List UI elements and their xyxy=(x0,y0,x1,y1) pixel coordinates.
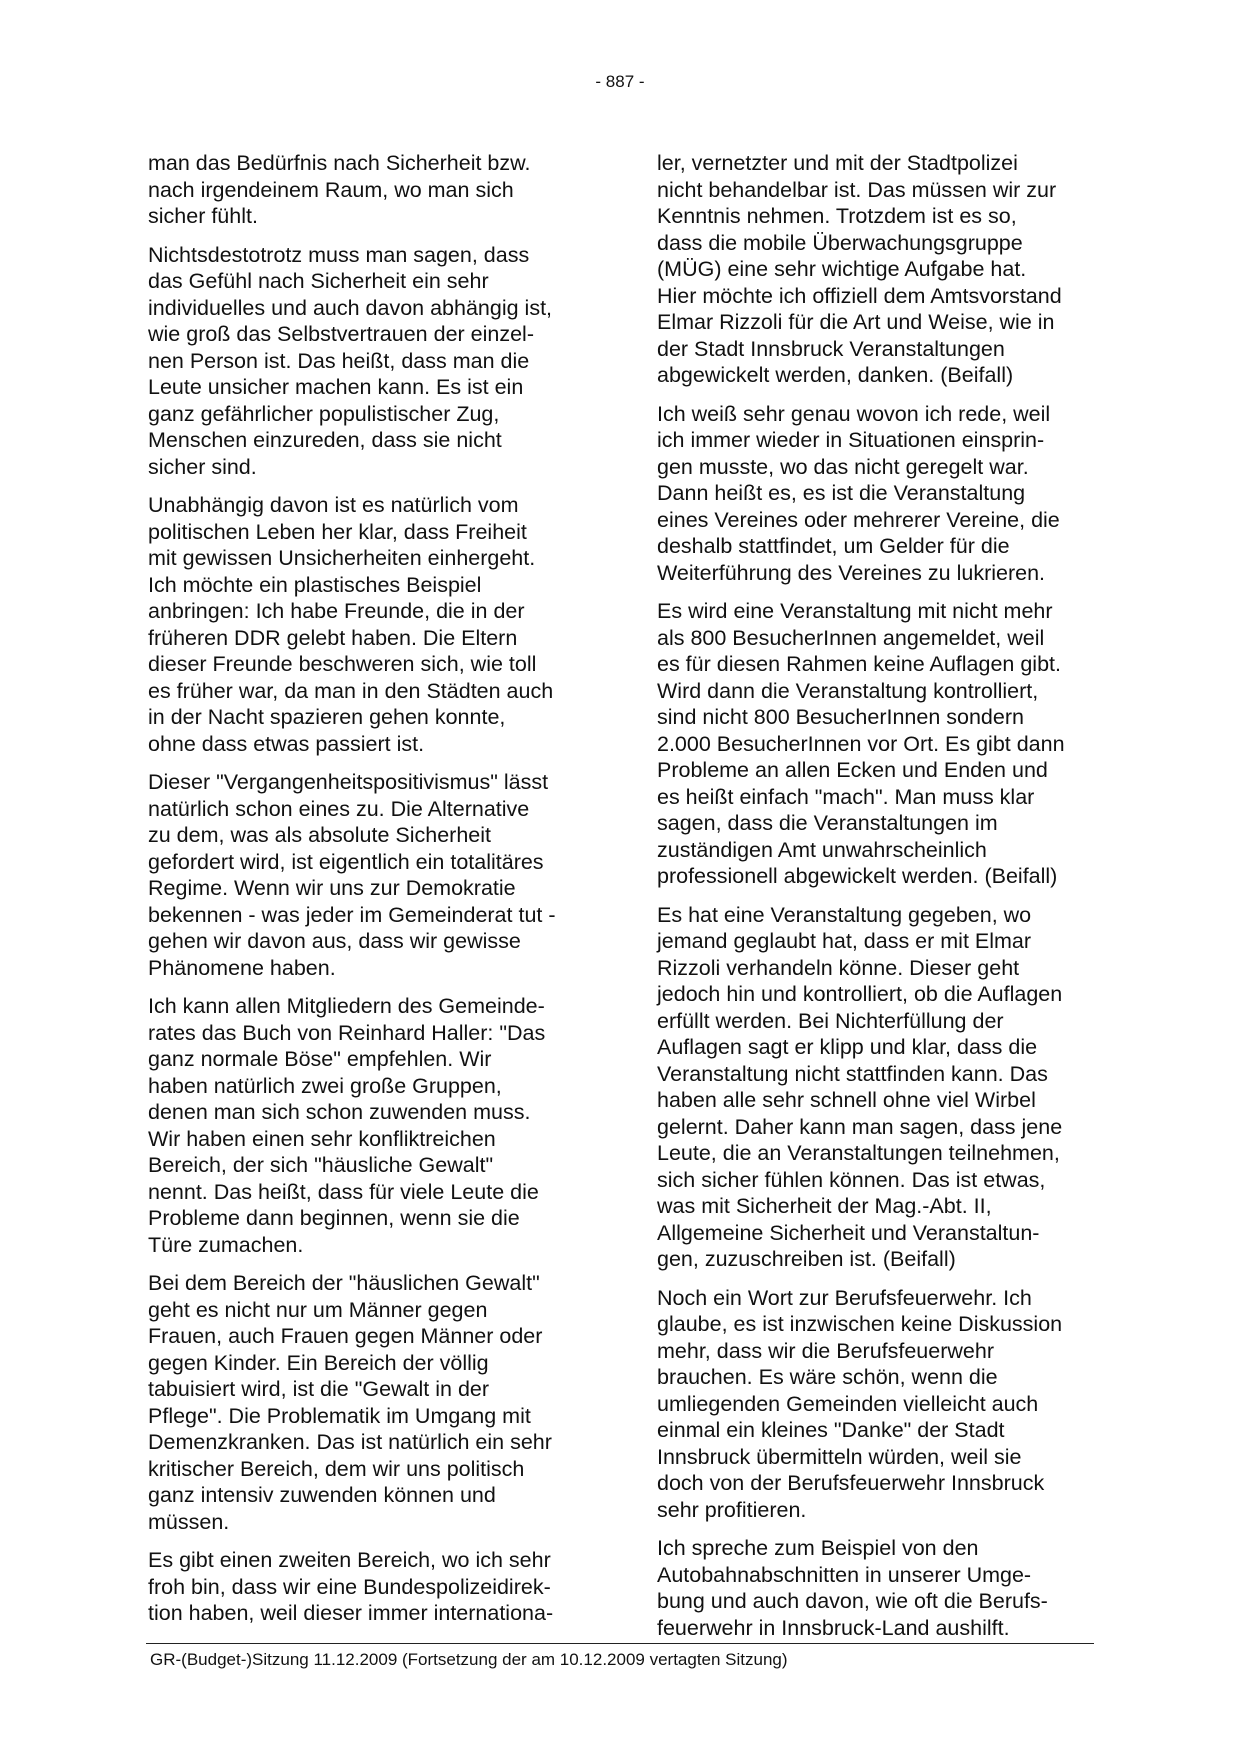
paragraph: Ich kann allen Mitgliedern des Gemeinde- rates das Buch von Reinhard Haller: "Das ganz normale Böse" empfehlen. Wir haben natürlich zwei große Gruppen, denen man sich schon zuwenden muss. Wir haben einen sehr konfliktreichen Bereich, der sich "häusliche Gewalt" nennt. Das heißt, dass für viele Leute die Probleme dann beginnen, wenn sie die Türe zumachen. xyxy=(148,994,546,1257)
paragraph: Ich spreche zum Beispiel von den Autobahnabschnitten in unserer Umge- bung und auch davon, wie oft die Berufs- feuerwehr in Innsbruck-Land aushilft. xyxy=(657,1536,1048,1640)
left-column xyxy=(148,150,588,1639)
footer-text: GR-(Budget-)Sitzung 11.12.2009 (Fortsetzung der am 10.12.2009 vertagten Sitzung) xyxy=(150,1650,788,1669)
page-number: - 887 - xyxy=(595,72,645,91)
right-column xyxy=(657,150,1097,1653)
paragraph: Nichtsdestotrotz muss man sagen, dass das Gefühl nach Sicherheit ein sehr individuelles und auch davon abhängig ist, wie groß das Selbstvertrauen der einzel- nen Person ist. Das heißt, dass man die Leute unsicher machen kann. Es ist ein ganz gefährlicher populistischer Zug, Menschen einzureden, dass sie nicht sicher sind. xyxy=(148,242,553,479)
paragraph: man das Bedürfnis nach Sicherheit bzw. nach irgendeinem Raum, wo man sich sicher fühlt. xyxy=(148,151,531,228)
paragraph: Es hat eine Veranstaltung gegeben, wo jemand geglaubt hat, dass er mit Elmar Rizzoli verhandeln könne. Dieser geht jedoch hin und kontrolliert, ob die Auflagen erfüllt werden. Bei Nichterfüllung der Auflagen sagt er klipp und klar, dass die Veranstaltung nicht stattfinden kann. Das haben alle sehr schnell ohne viel Wirbel gelernt. Daher kann man sagen, dass jene Leute, die an Veranstaltungen teilnehmen, sich sicher fühlen können. Das ist etwas, was mit Sicherheit der Mag.-Abt. II, Allgemeine Sicherheit und Veranstaltun- gen, zuzuschreiben ist. (Beifall) xyxy=(657,902,1063,1271)
paragraph: Ich weiß sehr genau wovon ich rede, weil ich immer wieder in Situationen einsprin- gen musste, wo das nicht geregelt war. Dann heißt es, es ist die Veranstaltung eines Vereines oder mehrerer Vereine, die deshalb stattfindet, um Gelder für die Weiterführung des Vereines zu lukrieren. xyxy=(657,401,1060,585)
paragraph: Noch ein Wort zur Berufsfeuerwehr. Ich glaube, es ist inzwischen keine Diskussion mehr, dass wir die Berufsfeuerwehr brauchen. Es wäre schön, wenn die umliegenden Gemeinden vielleicht auch einmal ein kleines "Danke" der Stadt Innsbruck übermitteln würden, weil sie doch von der Berufsfeuerwehr Innsbruck sehr profitieren. xyxy=(657,1285,1063,1522)
paragraph: Dieser "Vergangenheitspositivismus" lässt natürlich schon eines zu. Die Alternative zu dem, was als absolute Sicherheit gefordert wird, ist eigentlich ein totalitäres Regime. Wenn wir uns zur Demokratie bekennen - was jeder im Gemeinderat tut - gehen wir davon aus, dass wir gewisse Phänomene haben. xyxy=(148,770,556,980)
paragraph: Es wird eine Veranstaltung mit nicht mehr als 800 BesucherInnen angemeldet, weil es für diesen Rahmen keine Auflagen gibt. Wird dann die Veranstaltung kontrolliert, sind nicht 800 BesucherInnen sondern 2.000 BesucherInnen vor Ort. Es gibt dann Probleme an allen Ecken und Enden und es heißt einfach "mach". Man muss klar sagen, dass die Veranstaltungen im zuständigen Amt unwahrscheinlich professionell abgewickelt werden. (Beifall) xyxy=(657,599,1065,888)
paragraph: Es gibt einen zweiten Bereich, wo ich sehr froh bin, dass wir eine Bundespolizeidirek- tion haben, weil dieser immer internationa- xyxy=(148,1548,554,1625)
paragraph: Unabhängig davon ist es natürlich vom politischen Leben her klar, dass Freiheit mit gewissen Unsicherheiten einhergeht. Ich möchte ein plastisches Beispiel anbringen: Ich habe Freunde, die in der früheren DDR gelebt haben. Die Eltern dieser Freunde beschweren sich, wie toll es früher war, da man in den Städten auch in der Nacht spazieren gehen konnte, ohne dass etwas passiert ist. xyxy=(148,493,554,756)
footer-divider xyxy=(146,1643,1094,1644)
paragraph: ler, vernetzter und mit der Stadtpolizei nicht behandelbar ist. Das müssen wir zur Kenntnis nehmen. Trotzdem ist es so, dass die mobile Überwachungsgruppe (MÜG) eine sehr wichtige Aufgabe hat. Hier möchte ich offiziell dem Amtsvorstand Elmar Rizzoli für die Art und Weise, wie in der Stadt Innsbruck Veranstaltungen abgewickelt werden, danken. (Beifall) xyxy=(657,151,1062,387)
paragraph: Bei dem Bereich der "häuslichen Gewalt" geht es nicht nur um Männer gegen Frauen, auch Frauen gegen Männer oder gegen Kinder. Ein Bereich der völlig tabuisiert wird, ist die "Gewalt in der Pflege". Die Problematik im Umgang mit Demenzkranken. Das ist natürlich ein sehr kritischer Bereich, dem wir uns politisch ganz intensiv zuwenden können und müssen. xyxy=(148,1271,552,1534)
